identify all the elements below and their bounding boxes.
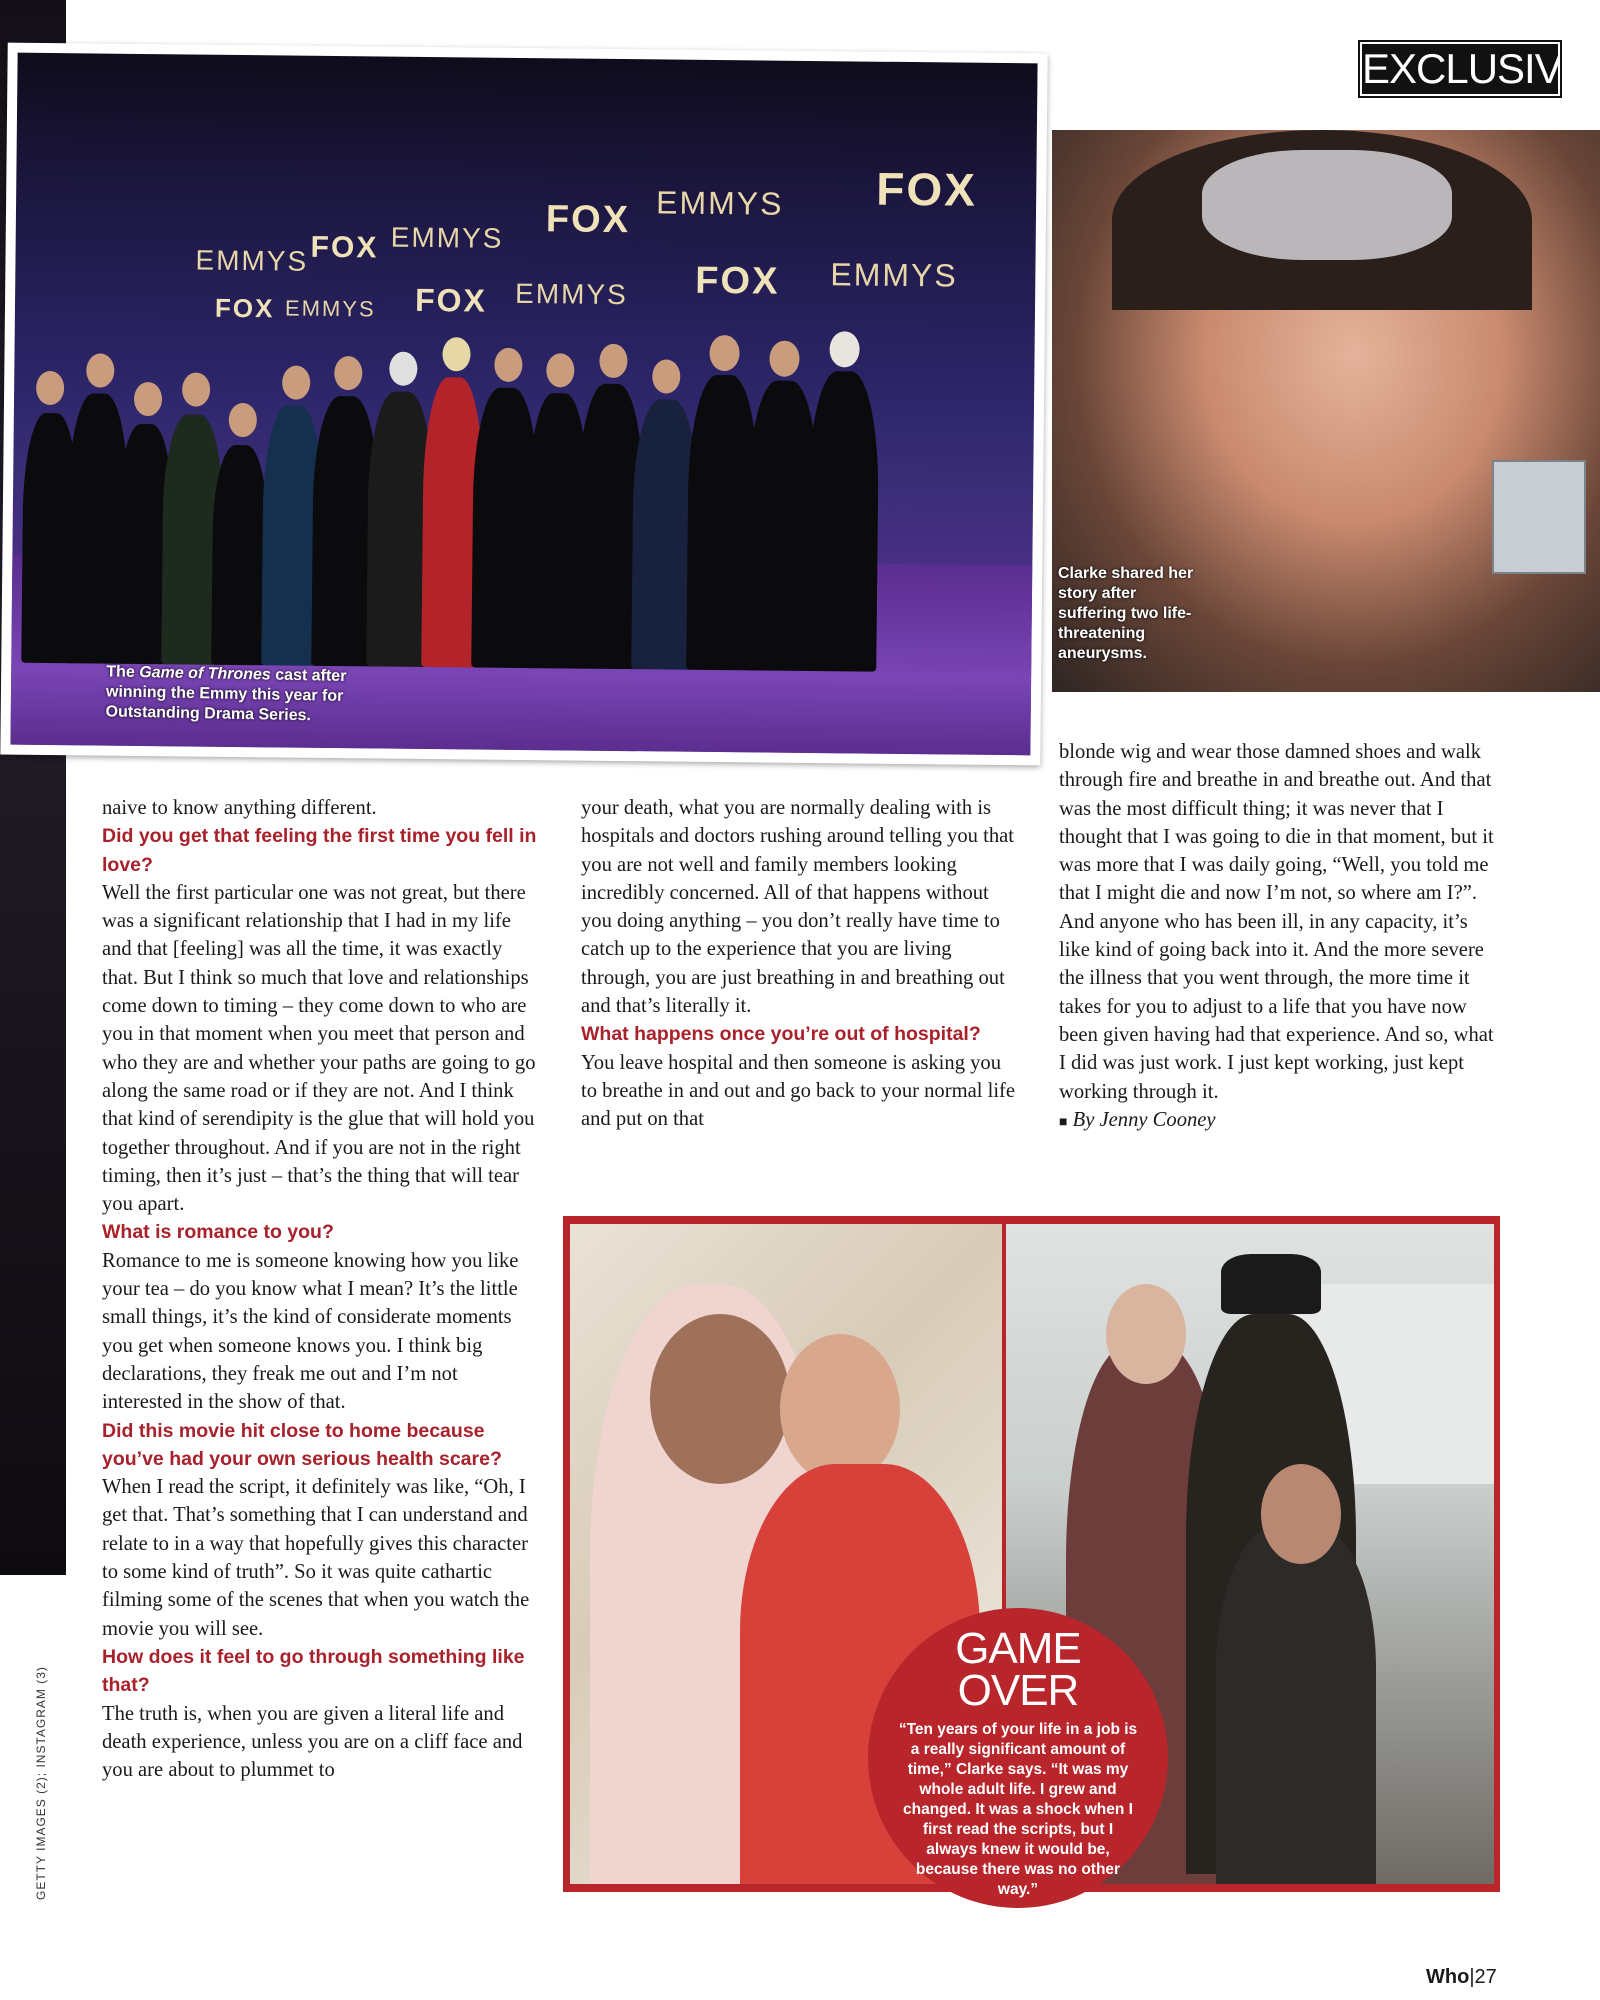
cast-head <box>599 344 627 378</box>
article-paragraph: Romance to me is someone knowing how you like your tea – do you know what I mean? It’s the little small things, it’s the kind of considerate moments you get when someone knows you. I think big declarations, they freak me out and I’m not interested in the show of that. <box>102 1249 519 1414</box>
page-number: 27 <box>1474 1966 1497 1988</box>
cast-head <box>36 371 64 405</box>
magazine-name: Who <box>1426 1966 1470 1988</box>
byline-marker: ■ <box>1059 1114 1068 1130</box>
article-paragraph: blonde wig and wear those damned shoes and walk through fire and breathe in and breathe out. And that was the most difficult thing; it was never that I thought that I was going to die in that moment, but it was more that I was daily going, “Well, you told me that I might die and now I’m not, so where am I?”. And anyone who has been ill, in any capacity, it’s like kind of going back into it. And the more severe the illness that you went through, the more time it takes for you to adjust to a life that you have now been given having had that experience. And so, what I did was just work. I just kept working, just kept working through it. <box>1059 741 1494 1103</box>
article-column-2 <box>581 794 1017 1134</box>
emmys-photo-caption: The Game of Thrones cast after winning the Emmy this year for Outstanding Drama Series. <box>105 663 347 725</box>
byline <box>1059 1106 1495 1137</box>
wall-logo: EMMYS <box>655 184 784 222</box>
bandage <box>1202 150 1452 260</box>
article-paragraph: When I read the script, it definitely was like, “Oh, I get that. That’s something that I can understand and relate to in a way that hopefully gives this character to some kind of truth”. So it was quite cathartic filming some of the scenes that when you watch the movie you will see. <box>102 1476 530 1640</box>
hospital-selfie-photo <box>1052 130 1600 692</box>
cast-head <box>334 356 362 390</box>
hospital-photo-caption: Clarke shared her story after suffering two life-threatening aneurysms. <box>1058 565 1194 662</box>
byline-author: By Jenny Cooney <box>1072 1108 1216 1131</box>
article-paragraph: your death, what you are normally dealing with is hospitals and doctors rushing around telling you that you are not well and family members looking incredibly concerned. All of that happens without you doing anything – you don’t really have time to catch up to the experience that you are living through, you are just breathing in and breathing out and that’s literally it. <box>581 797 1014 1018</box>
cast-head <box>282 365 310 399</box>
exclusive-badge: EXCLUSIVE <box>1360 42 1560 96</box>
wall-logo: EMMYS <box>195 244 309 277</box>
wall-logo: FOX <box>695 259 780 303</box>
wall-logo: FOX <box>545 198 631 242</box>
interview-question: What is romance to you? <box>102 1221 334 1244</box>
game-over-title: GAME OVER <box>955 1624 1081 1715</box>
game-over-quote: “Ten years of your life in a job is a really significant amount of time,” Clarke says. “It was my whole adult life. I grew and changed. It was a shock when I first read the scripts, but I always knew it would be, because there was no other way.” <box>898 1721 1138 1898</box>
interview-question: Did you get that feeling the first time you fell in love? <box>102 825 537 876</box>
interview-question: How does it feel to go through something like that? <box>102 1645 525 1697</box>
man-face <box>650 1314 790 1484</box>
cast-group <box>21 323 835 671</box>
medical-monitor <box>1492 460 1586 574</box>
emmys-cast-photo <box>0 43 1047 766</box>
cast-head <box>546 353 574 387</box>
top-hat <box>1221 1254 1321 1314</box>
interview-question: Did this movie hit close to home because you’ve had your own serious health scare? <box>102 1419 502 1470</box>
article-paragraph: naive to know anything different. <box>102 797 377 819</box>
folio-separator: | <box>1469 1966 1475 1988</box>
cast-head <box>86 353 114 387</box>
cast-head <box>769 341 799 377</box>
short-man-head <box>1261 1464 1341 1564</box>
cast-member <box>211 445 268 666</box>
wall-logo: FOX <box>876 162 978 216</box>
cast-head <box>494 348 522 382</box>
wall-logo: FOX <box>414 281 488 319</box>
cast-head <box>182 372 210 406</box>
game-over-quote-circle <box>868 1608 1168 1908</box>
cast-head <box>134 382 162 416</box>
woman-head <box>1106 1284 1186 1384</box>
article-paragraph: Well the first particular one was not great, but there was a significant relationship that I had in my life and that [feeling] was all the time, it was exactly that. But I think so much that love and relationships come down to timing – they come down to who are you in that moment when you meet that person and who they are and whether your paths are going to go along the same road or if they are not. And I think that kind of serendipity is the glue that will hold you together throughout. And if you are not in the right timing, then it’s just – that’s the thing that will tear you apart. <box>102 881 536 1216</box>
wall-logo: EMMYS <box>390 221 504 254</box>
emmys-photo-image <box>10 53 1037 756</box>
cast-head <box>709 335 739 371</box>
page-folio <box>1426 1966 1497 1989</box>
article-column-3 <box>1059 738 1495 1137</box>
cast-head <box>829 331 859 367</box>
interview-question: What happens once you’re out of hospital? <box>581 1023 981 1046</box>
wall-logo: EMMYS <box>830 256 958 294</box>
article-paragraph: The truth is, when you are given a literal life and death experience, unless you are on a cliff face and you are about to plummet to <box>102 1702 523 1782</box>
article-paragraph: You leave hospital and then someone is asking you to breathe in and out and go back to your normal life and put on that <box>581 1051 1016 1131</box>
cast-member <box>806 371 879 672</box>
cast-head <box>652 359 680 393</box>
woman-face <box>780 1334 900 1484</box>
wall-logo: FOX <box>214 292 275 324</box>
wall-logo: EMMYS <box>514 277 629 311</box>
wall-logo: FOX <box>310 230 379 265</box>
article-column-1 <box>102 794 538 1784</box>
cast-head <box>389 352 417 386</box>
short-man <box>1216 1524 1376 1884</box>
wall-logo: EMMYS <box>284 295 376 322</box>
cast-head <box>229 403 257 437</box>
photo-credit: GETTY IMAGES (2); INSTAGRAM (3) <box>34 1666 48 1900</box>
cast-head <box>442 337 470 371</box>
